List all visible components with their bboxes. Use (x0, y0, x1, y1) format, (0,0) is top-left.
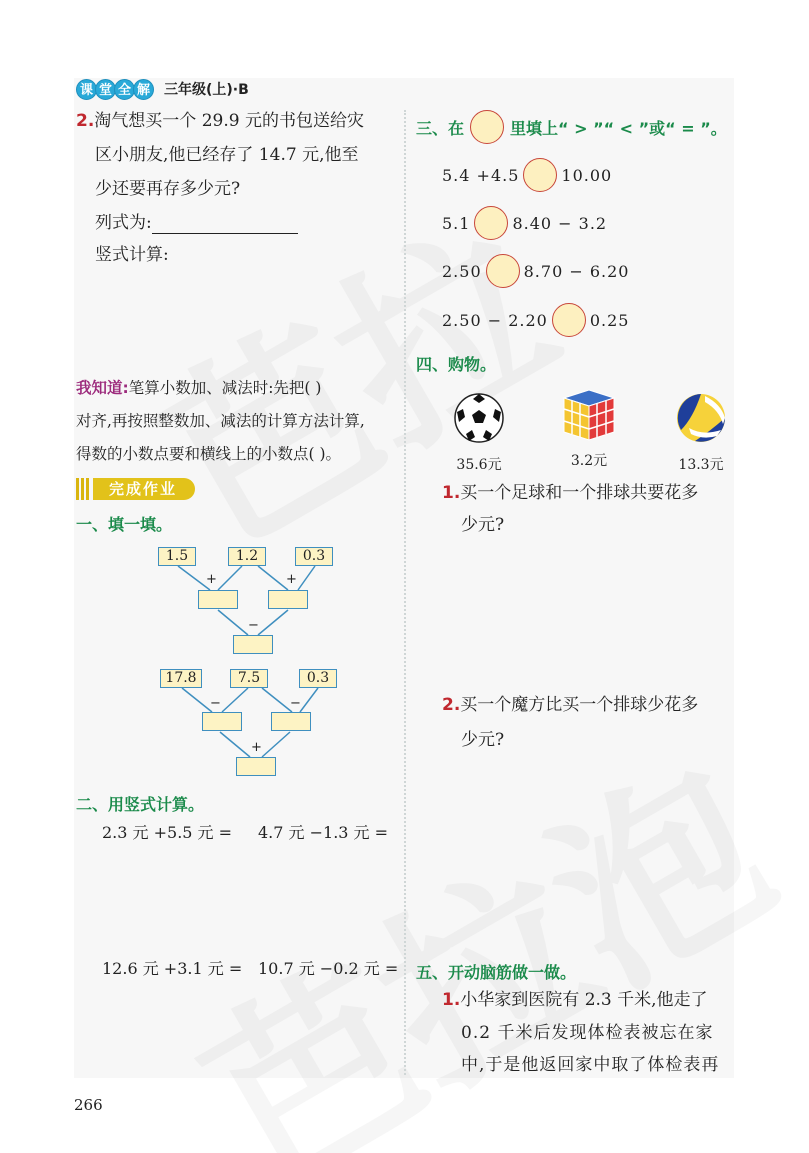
question-2-line-1: 2.淘气想买一个 29.9 元的书包送给灾 (76, 111, 364, 131)
section-5-title: 五、开动脑筋做一做。 (416, 963, 577, 982)
banner-stripes-icon (76, 478, 89, 500)
number-tree-2 (150, 660, 350, 785)
price-label: 35.6元 (456, 457, 502, 473)
column-divider (404, 110, 406, 1075)
compare-row-3: 2.50 8.70 − 6.20 (442, 254, 629, 288)
brain-question-1-line-3: 中,于是他返回家中取了体检表再 (461, 1055, 720, 1075)
vertical-calc-label: 竖式计算: (95, 245, 169, 265)
i-know-line-1: 我知道:笔算小数加、减法时:先把( ) (76, 379, 322, 397)
operator-plus: + (286, 572, 297, 587)
tree2-mid-answer-1[interactable] (202, 712, 242, 731)
operator-plus: + (206, 572, 217, 587)
tree1-mid-answer-2[interactable] (268, 590, 308, 609)
brain-question-1-line-2: 0.2 千米后发现体检表被忘在家 (461, 1023, 714, 1043)
shop-item-volleyball (668, 392, 734, 474)
tree1-top-value-1: 1.5 (158, 547, 196, 566)
soccer-ball-icon (453, 392, 505, 444)
tree2-top-value-3: 0.3 (299, 669, 337, 688)
calc-problem-4: 10.7 元 −0.2 元 = (258, 959, 399, 978)
shop-item-rubiks-cube (556, 386, 622, 470)
tree1-top-value-3: 0.3 (295, 547, 333, 566)
tree2-mid-answer-2[interactable] (271, 712, 311, 731)
page-header (76, 78, 249, 100)
calc-problem-2: 4.7 元 −1.3 元 = (258, 823, 389, 842)
calc-problem-1: 2.3 元 +5.5 元 = (102, 823, 233, 842)
compare-row-1: 5.4 +4.5 10.00 (442, 158, 612, 192)
section-2-title: 二、用竖式计算。 (76, 795, 205, 814)
series-badge: 课 堂 全 解 (76, 79, 152, 100)
section-1-title: 一、填一填。 (76, 515, 173, 534)
tree2-top-value-2: 7.5 (230, 669, 268, 688)
tree1-top-value-2: 1.2 (228, 547, 266, 566)
question-2-line-3: 少还要再存多少元? (95, 179, 241, 199)
compare-answer-circle[interactable] (523, 158, 557, 192)
price-label: 13.3元 (678, 457, 724, 473)
i-know-line-2: 对齐,再按照整数加、减法的计算方法计算, (76, 412, 365, 430)
operator-plus: + (251, 740, 262, 755)
volleyball-icon (675, 392, 727, 444)
homework-banner: 完成作业 (76, 478, 195, 500)
shopping-question-1-line-1: 1.买一个足球和一个排球共要花多 (442, 483, 699, 503)
compare-row-2: 5.1 8.40 − 3.2 (442, 206, 607, 240)
rubiks-cube-icon (560, 386, 618, 444)
calc-problem-3: 12.6 元 +3.1 元 = (102, 959, 243, 978)
compare-answer-circle[interactable] (474, 206, 508, 240)
number-tree-1 (150, 540, 350, 660)
shop-item-soccer-ball (446, 392, 512, 474)
brain-question-1-line-1: 1.小华家到医院有 2.3 千米,他走了 (442, 990, 708, 1010)
tree2-top-value-1: 17.8 (160, 669, 202, 688)
formula-row: 列式为: (95, 212, 298, 234)
compare-row-4: 2.50 − 2.20 0.25 (442, 303, 629, 337)
grade-title: 三年级(上)·B (164, 82, 249, 98)
compare-answer-circle[interactable] (552, 303, 586, 337)
price-label: 3.2元 (570, 453, 608, 469)
page-number: 266 (74, 1096, 103, 1114)
section-4-title: 四、购物。 (416, 355, 497, 374)
tree1-mid-answer-1[interactable] (198, 590, 238, 609)
question-2-line-2: 区小朋友,他已经存了 14.7 元,他至 (95, 145, 359, 165)
section-3-title: 三、在 里填上“ > ”“ < ”或“ = ”。 (416, 110, 727, 144)
shopping-question-2-line-1: 2.买一个魔方比买一个排球少花多 (442, 695, 699, 715)
circle-icon (470, 110, 504, 144)
operator-minus: − (290, 696, 301, 711)
shopping-question-1-line-2: 少元? (461, 515, 505, 535)
formula-answer-line[interactable] (152, 216, 298, 234)
i-know-line-3: 得数的小数点要和横线上的小数点( )。 (76, 445, 342, 463)
operator-minus: − (248, 618, 259, 633)
tree1-bottom-answer[interactable] (233, 635, 273, 654)
compare-answer-circle[interactable] (486, 254, 520, 288)
operator-minus: − (210, 696, 221, 711)
tree2-bottom-answer[interactable] (236, 757, 276, 776)
shopping-question-2-line-2: 少元? (461, 730, 505, 750)
